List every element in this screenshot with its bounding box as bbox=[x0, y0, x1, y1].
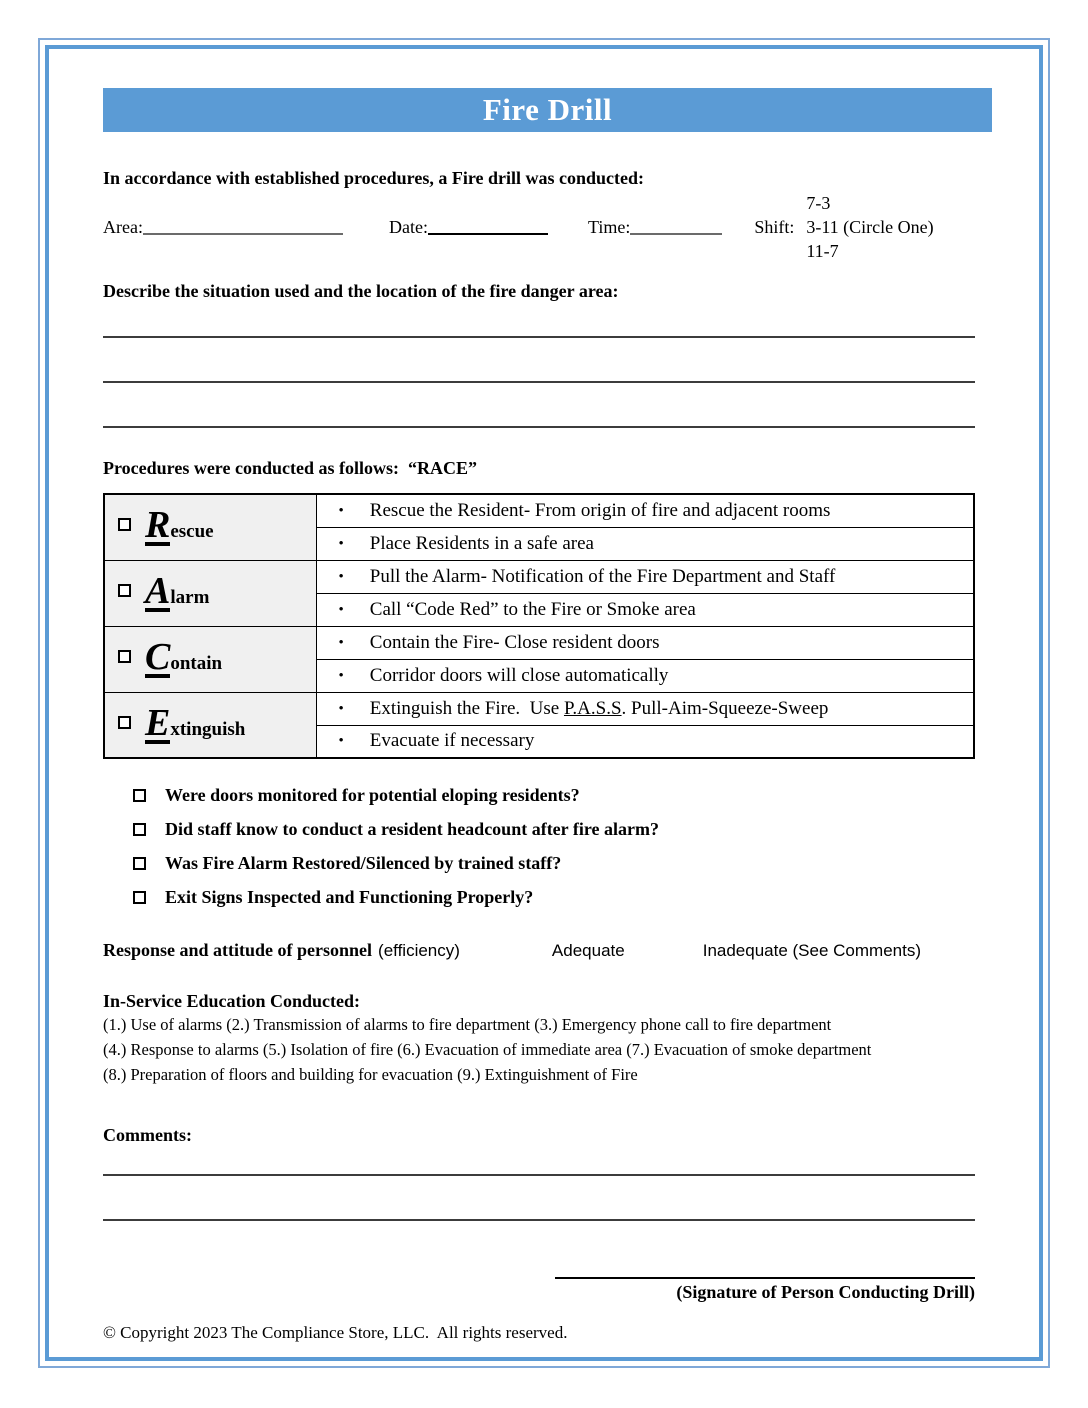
shift-option-7-3[interactable]: 7-3 bbox=[806, 193, 831, 213]
form-content bbox=[103, 0, 975, 1343]
title-bar bbox=[103, 88, 992, 132]
checkbox-icon[interactable] bbox=[118, 518, 131, 531]
question-text: Were doors monitored for potential eloping residents? bbox=[165, 785, 580, 805]
bullet-icon: • bbox=[338, 502, 344, 519]
question-doors-monitored bbox=[133, 785, 975, 806]
bullet-text: Corridor doors will close automatically bbox=[369, 664, 669, 686]
time-label: Time: bbox=[587, 216, 631, 237]
bullet-text: Rescue the Resident- From origin of fire and adjacent rooms bbox=[369, 499, 831, 521]
bullet-text: Pull the Alarm- Notification of the Fire Department and Staff bbox=[369, 565, 836, 587]
date-input-line[interactable] bbox=[428, 220, 548, 235]
race-extinguish-cell bbox=[104, 692, 316, 758]
race-bullet-item bbox=[316, 725, 974, 758]
shift-label: Shift: bbox=[754, 216, 795, 237]
procedures-heading: Procedures were conducted as follows: “RACE” bbox=[103, 458, 477, 478]
response-label: Response and attitude of personnel bbox=[103, 940, 373, 960]
question-alarm-restored bbox=[133, 853, 975, 874]
race-bullet-item bbox=[316, 626, 974, 659]
question-headcount bbox=[133, 819, 975, 840]
checklist-questions bbox=[133, 785, 975, 908]
describe-write-line[interactable] bbox=[103, 338, 975, 383]
checkbox-icon[interactable] bbox=[133, 789, 146, 802]
race-word-rest: larm bbox=[170, 586, 210, 608]
checkbox-icon[interactable] bbox=[118, 584, 131, 597]
checkbox-icon[interactable] bbox=[118, 650, 131, 663]
date-field bbox=[389, 217, 548, 238]
table-row bbox=[104, 560, 974, 593]
table-row bbox=[104, 494, 974, 527]
comments-write-line[interactable] bbox=[103, 1146, 975, 1176]
bullet-icon: • bbox=[338, 733, 344, 750]
checkbox-icon[interactable] bbox=[133, 857, 146, 870]
bullet-icon: • bbox=[338, 535, 344, 552]
header-fields-row bbox=[103, 191, 975, 263]
question-text: Exit Signs Inspected and Functioning Properly? bbox=[165, 887, 534, 907]
bullet-text: Place Residents in a safe area bbox=[369, 532, 594, 554]
describe-write-line[interactable] bbox=[103, 302, 975, 338]
adequate-option[interactable]: Adequate bbox=[551, 941, 625, 960]
inservice-heading: In-Service Education Conducted: bbox=[103, 991, 361, 1011]
bullet-icon: • bbox=[338, 634, 344, 651]
shift-options bbox=[806, 191, 933, 263]
question-exit-signs bbox=[133, 887, 975, 908]
race-alarm-cell bbox=[104, 560, 316, 626]
area-label: Area: bbox=[103, 216, 143, 237]
question-text: Did staff know to conduct a resident headcount after fire alarm? bbox=[165, 819, 659, 839]
time-input-line[interactable] bbox=[630, 220, 722, 235]
copyright-notice: © Copyright 2023 The Compliance Store, LLC. All rights reserved. bbox=[103, 1323, 568, 1342]
intro-statement: In accordance with established procedures, a Fire drill was conducted: bbox=[103, 168, 644, 188]
checkbox-icon[interactable] bbox=[118, 716, 131, 729]
question-text: Was Fire Alarm Restored/Silenced by trained staff? bbox=[165, 853, 562, 873]
bullet-text: Extinguish the Fire. Use bbox=[369, 697, 564, 719]
race-letter: A bbox=[145, 569, 171, 612]
describe-heading: Describe the situation used and the location of the fire danger area: bbox=[103, 281, 619, 301]
shift-option-11-7[interactable]: 11-7 bbox=[806, 241, 839, 261]
table-row bbox=[104, 692, 974, 725]
race-contain-cell bbox=[104, 626, 316, 692]
checkbox-icon[interactable] bbox=[133, 823, 146, 836]
table-row bbox=[104, 626, 974, 659]
inservice-line-2: (4.) Response to alarms (5.) Isolation of fire (6.) Evacuation of immediate area (7.) Evacuation of smoke department bbox=[103, 1040, 872, 1059]
bullet-icon: • bbox=[338, 667, 344, 684]
comments-write-line[interactable] bbox=[103, 1176, 975, 1221]
response-efficiency-label: (efficiency) bbox=[378, 941, 460, 960]
race-word-rest: escue bbox=[170, 521, 214, 543]
race-bullet-item bbox=[316, 692, 974, 725]
bullet-icon: • bbox=[338, 700, 344, 717]
pass-acronym: P.A.S.S bbox=[563, 697, 622, 719]
date-label: Date: bbox=[388, 216, 428, 237]
shift-option-3-11[interactable]: 3-11 (Circle One) bbox=[806, 217, 934, 237]
bullet-icon: • bbox=[338, 568, 344, 585]
bullet-text: . Pull-Aim-Squeeze-Sweep bbox=[621, 697, 829, 719]
race-bullet-item bbox=[316, 560, 974, 593]
bullet-text: Contain the Fire- Close resident doors bbox=[369, 631, 660, 653]
shift-field bbox=[754, 191, 933, 263]
signature-block[interactable] bbox=[555, 1277, 975, 1303]
area-input-line[interactable] bbox=[143, 220, 343, 235]
page-title: Fire Drill bbox=[482, 92, 613, 127]
checkbox-icon[interactable] bbox=[133, 891, 146, 904]
bullet-text: Evacuate if necessary bbox=[369, 730, 535, 752]
race-letter: E bbox=[145, 701, 171, 744]
race-word-rest: xtinguish bbox=[170, 718, 246, 740]
bullet-icon: • bbox=[338, 601, 344, 618]
inservice-line-3: (8.) Preparation of floors and building for evacuation (9.) Extinguishment of Fire bbox=[103, 1065, 638, 1084]
inservice-line-1: (1.) Use of alarms (2.) Transmission of alarms to fire department (3.) Emergency phone call to fire department bbox=[103, 1015, 832, 1034]
bullet-text: Call “Code Red” to the Fire or Smoke area bbox=[369, 598, 696, 620]
response-attitude-row bbox=[103, 940, 975, 961]
area-field bbox=[103, 217, 343, 238]
comments-heading: Comments: bbox=[103, 1125, 192, 1145]
race-letter: C bbox=[145, 635, 171, 678]
race-word-rest: ontain bbox=[170, 652, 223, 674]
race-bullet-item bbox=[316, 494, 974, 527]
race-bullet-item bbox=[316, 527, 974, 560]
race-bullet-item bbox=[316, 593, 974, 626]
describe-write-line[interactable] bbox=[103, 383, 975, 428]
race-letter: R bbox=[145, 504, 171, 547]
signature-caption: (Signature of Person Conducting Drill) bbox=[676, 1282, 975, 1302]
race-bullet-item bbox=[316, 659, 974, 692]
time-field bbox=[588, 217, 722, 238]
race-table bbox=[103, 493, 975, 759]
race-rescue-cell bbox=[104, 494, 316, 560]
inadequate-option[interactable]: Inadequate (See Comments) bbox=[702, 941, 922, 960]
